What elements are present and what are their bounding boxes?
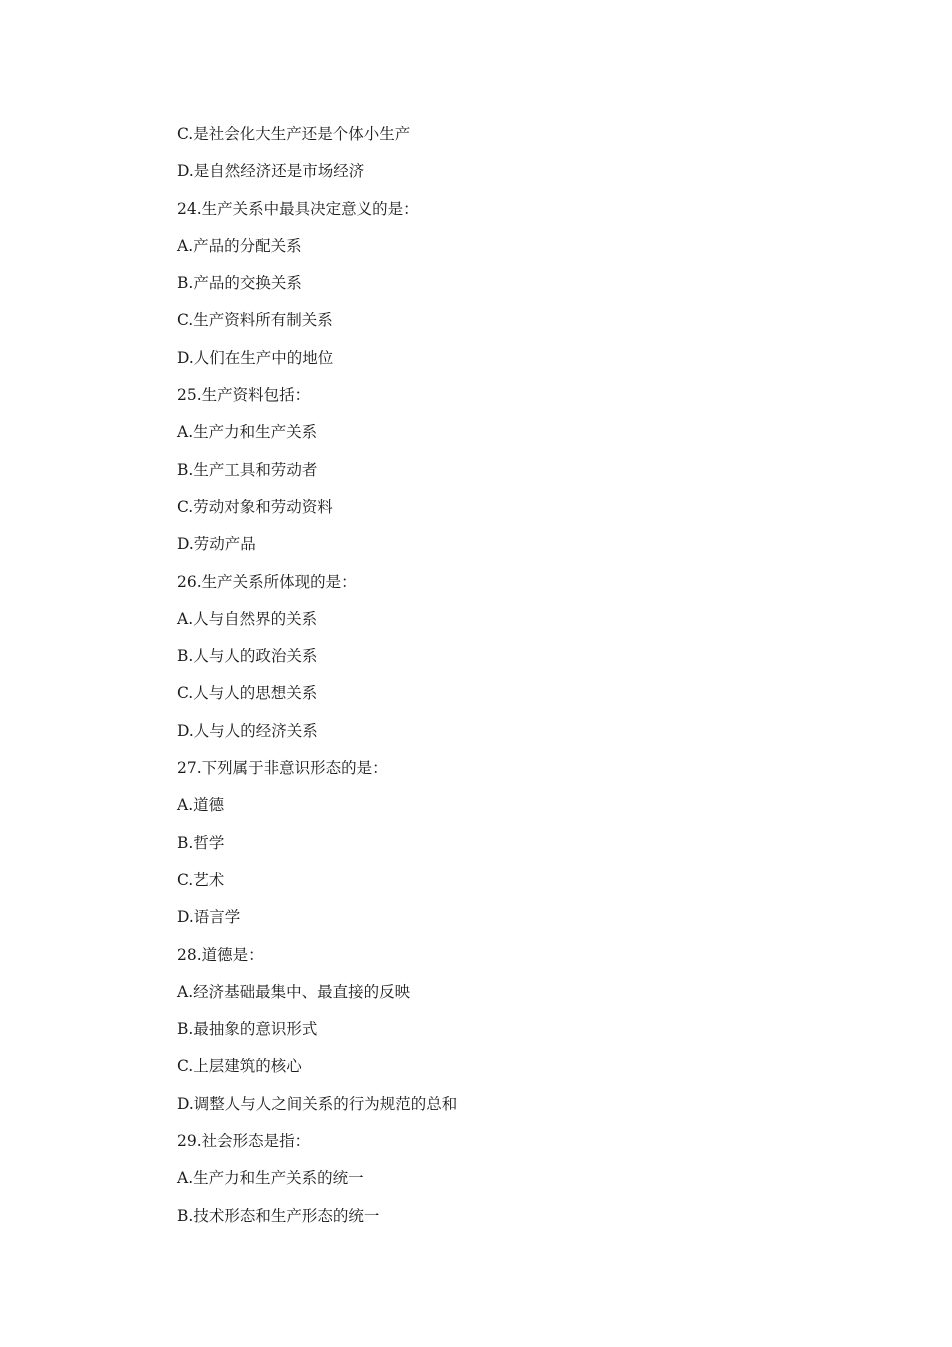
option-a-q27: A.道德 bbox=[177, 796, 225, 815]
option-d-q26: D.人与人的经济关系 bbox=[177, 721, 318, 740]
option-a-q29: A.生产力和生产关系的统一 bbox=[177, 1169, 364, 1188]
option-d-q28: D.调整人与人之间关系的行为规范的总和 bbox=[177, 1094, 458, 1113]
option-c-q28: C.上层建筑的核心 bbox=[177, 1057, 302, 1076]
question-25: 25.生产资料包括： bbox=[177, 386, 311, 405]
option-b-q24: B.产品的交换关系 bbox=[177, 274, 302, 293]
option-c-q26: C.人与人的思想关系 bbox=[177, 684, 318, 703]
option-a-q26: A.人与自然界的关系 bbox=[177, 609, 318, 628]
option-a-q28: A.经济基础最集中、最直接的反映 bbox=[177, 982, 411, 1001]
option-d-q23: D.是自然经济还是市场经济 bbox=[177, 162, 365, 181]
question-29: 29.社会形态是指： bbox=[177, 1132, 311, 1151]
option-d-q27: D.语言学 bbox=[177, 908, 241, 927]
question-27: 27.下列属于非意识形态的是： bbox=[177, 759, 388, 778]
option-a-q25: A.生产力和生产关系 bbox=[177, 423, 318, 442]
option-b-q25: B.生产工具和劳动者 bbox=[177, 460, 318, 479]
option-c-q23: C.是社会化大生产还是个体小生产 bbox=[177, 125, 411, 143]
option-d-q24: D.人们在生产中的地位 bbox=[177, 348, 334, 367]
option-c-q25: C.劳动对象和劳动资料 bbox=[177, 497, 333, 516]
question-28: 28.道德是： bbox=[177, 945, 264, 964]
document-content bbox=[177, 121, 877, 1240]
option-b-q28: B.最抽象的意识形式 bbox=[177, 1020, 318, 1039]
option-b-q26: B.人与人的政治关系 bbox=[177, 647, 318, 666]
question-24: 24.生产关系中最具决定意义的是： bbox=[177, 199, 419, 218]
option-a-q24: A.产品的分配关系 bbox=[177, 236, 302, 255]
option-b-q27: B.哲学 bbox=[177, 833, 225, 852]
option-b-q29: B.技术形态和生产形态的统一 bbox=[177, 1206, 380, 1225]
option-c-q27: C.艺术 bbox=[177, 870, 225, 889]
option-c-q24: C.生产资料所有制关系 bbox=[177, 311, 333, 330]
question-26: 26.生产关系所体现的是： bbox=[177, 572, 357, 591]
option-d-q25: D.劳动产品 bbox=[177, 535, 256, 554]
